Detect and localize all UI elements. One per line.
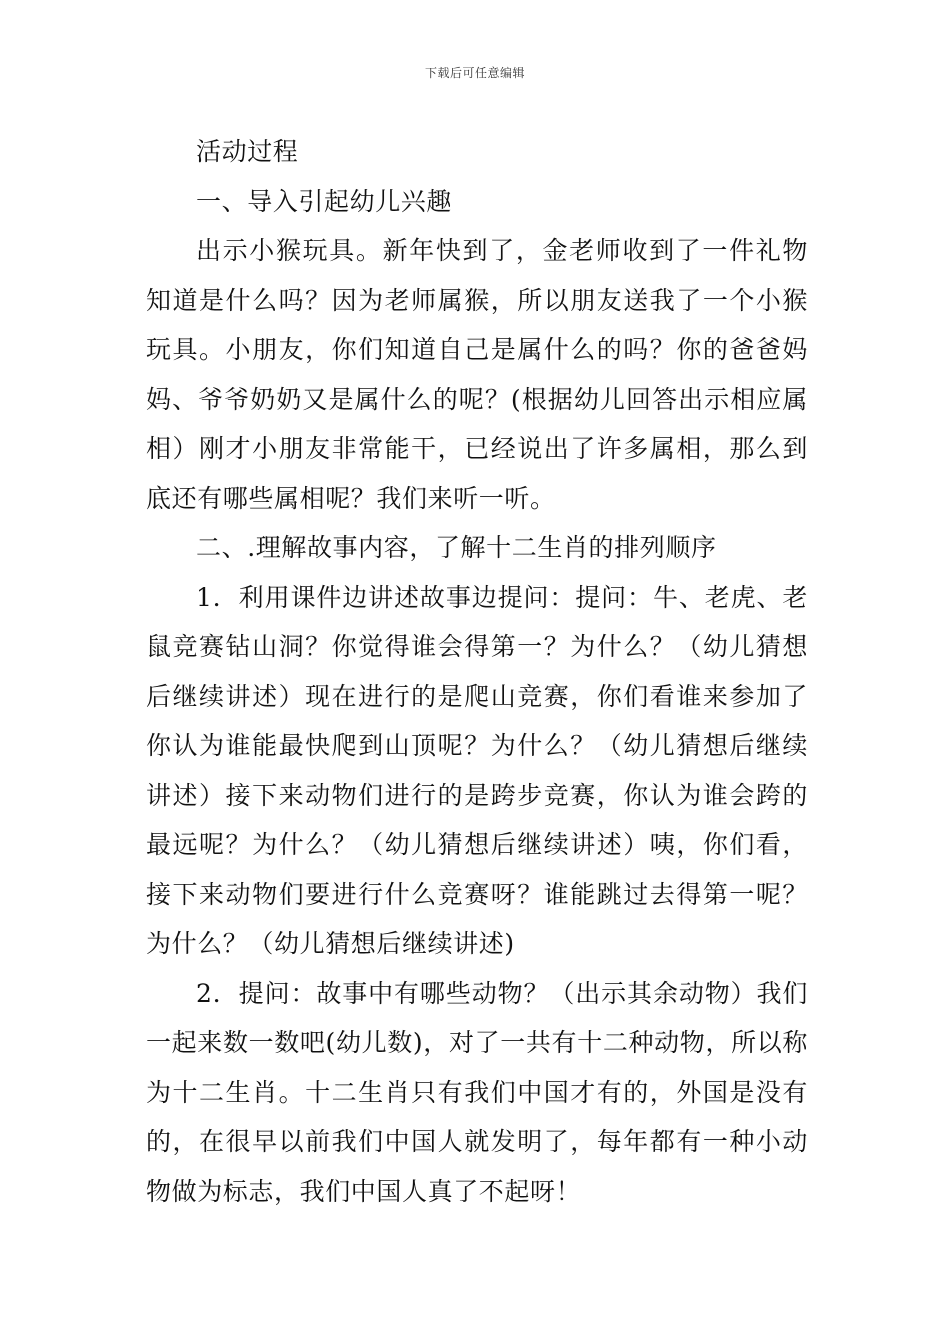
section-title-activity-process: 活动过程 xyxy=(196,137,299,166)
section-heading-introduction: 一、导入引起幼儿兴趣 xyxy=(196,186,453,216)
paragraph-introduction: 出示小猴玩具。新年快到了，金老师收到了一件礼物知道是什么吗？因为老师属猴，所以朋友送我了一个小猴玩具。小朋友，你们知道自己是属什么的吗？你的爸爸妈妈、爷爷奶奶又是属什么的呢？(根据幼儿回答出示相应属相）刚才小朋友非常能干，已经说出了许多属相，那么到底还有哪些属相呢？我们来听一听。 xyxy=(146,236,808,513)
document-body xyxy=(146,127,808,1216)
paragraph-story-step-1: 1．利用课件边讲述故事边提问：提问：牛、老虎、老鼠竞赛钻山洞？你觉得谁会得第一？为什么？（幼儿猜想后继续讲述）现在进行的是爬山竞赛，你们看谁来参加了你认为谁能最快爬到山顶呢？为什么？（幼儿猜想后继续讲述）接下来动物们进行的是跨步竞赛，你认为谁会跨的最远呢？为什么？（幼儿猜想后继续讲述）咦，你们看，接下来动物们要进行什么竞赛呀？谁能跳过去得第一呢？为什么？（幼儿猜想后继续讲述) xyxy=(146,582,808,958)
paragraph-story-step-2: 2．提问：故事中有哪些动物？（出示其余动物）我们一起来数一数吧(幼儿数)，对了一共有十二种动物，所以称为十二生肖。十二生肖只有我们中国才有的，外国是没有的，在很早以前我们中国人就发明了，每年都有一种小动物做为标志，我们中国人真了不起呀！ xyxy=(146,978,808,1206)
page-header: 下载后可任意编辑 xyxy=(424,66,525,80)
section-heading-story: 二、.理解故事内容，了解十二生肖的排列顺序 xyxy=(196,533,717,562)
